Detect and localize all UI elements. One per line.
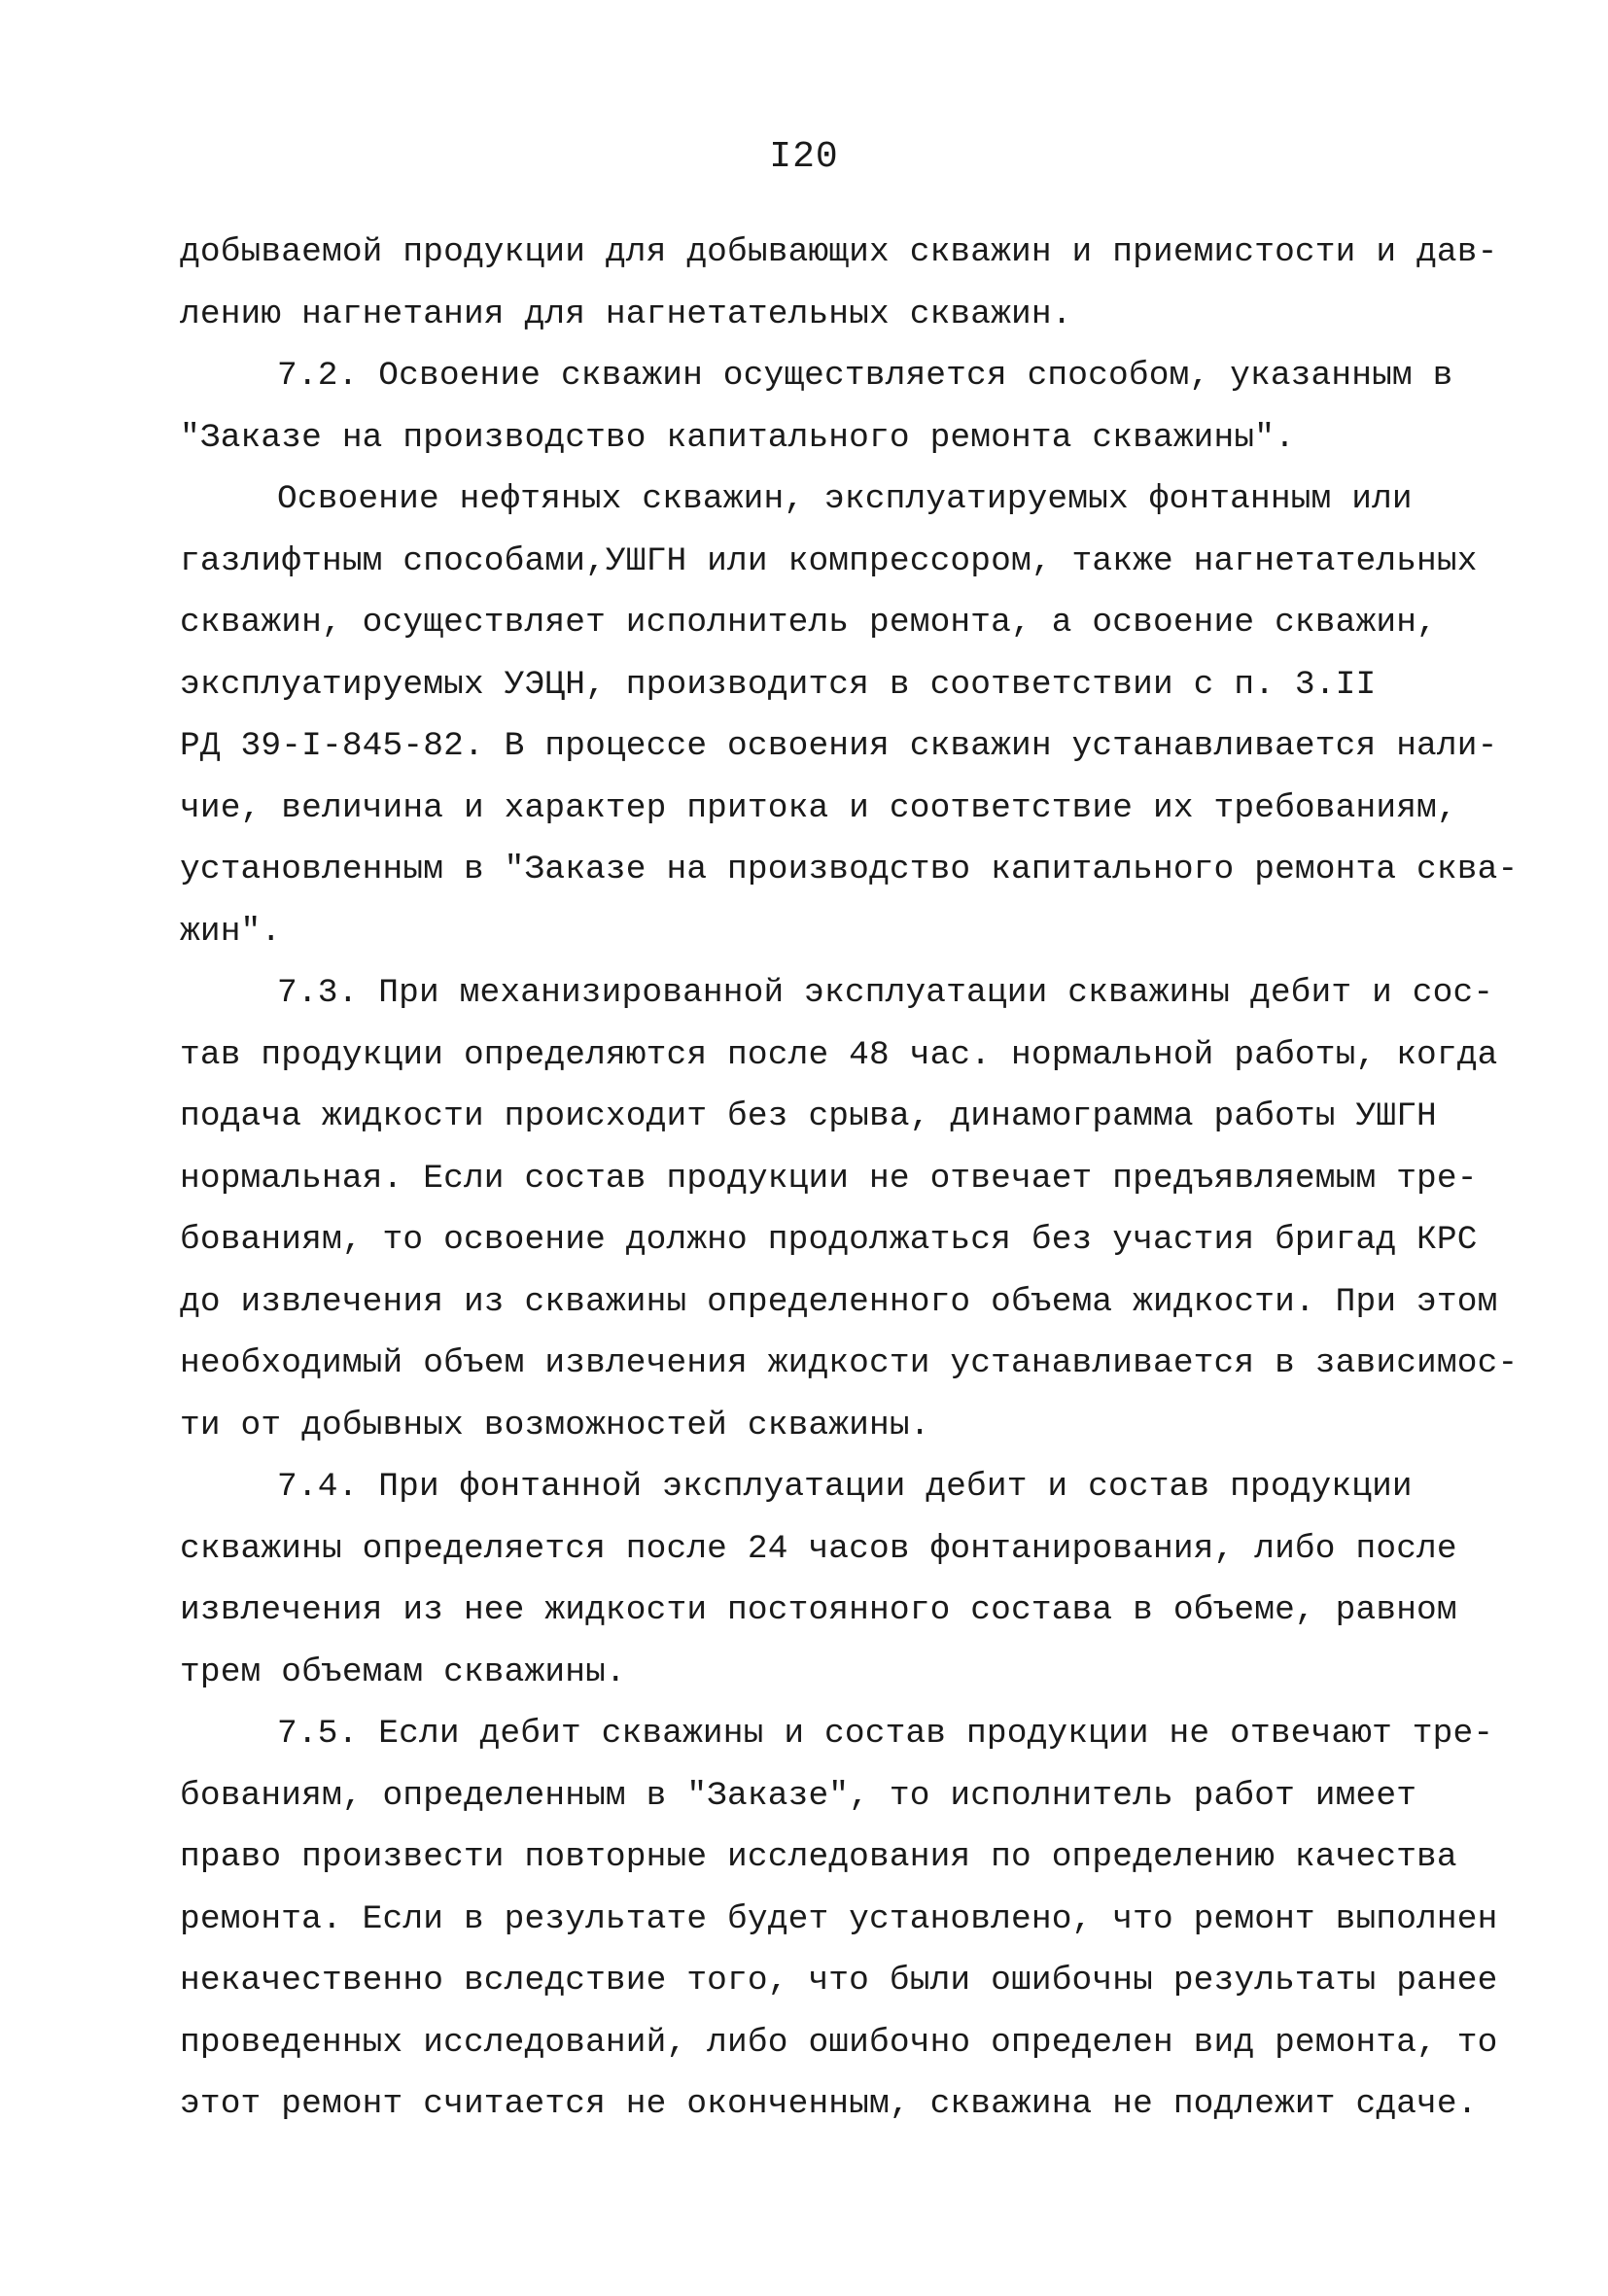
text-line: РД 39-I-845-82. В процессе освоения скважин устанавливается нали- bbox=[180, 727, 1498, 765]
text-line: необходимый объем извлечения жидкости устанавливается в зависимос- bbox=[180, 1344, 1519, 1382]
text-line: эксплуатируемых УЭЦН, производится в соответствии с п. 3.II bbox=[180, 665, 1377, 704]
text-line: чие, величина и характер притока и соответствие их требованиям, bbox=[180, 788, 1457, 827]
text-line: извлечения из нее жидкости постоянного состава в объеме, равном bbox=[180, 1591, 1457, 1629]
text-line: подача жидкости происходит без срыва, динамограмма работы УШГН bbox=[180, 1097, 1437, 1135]
paragraph-7-4-start: 7.4. При фонтанной эксплуатации дебит и состав продукции bbox=[277, 1468, 1413, 1506]
text-line: трем объемам скважины. bbox=[180, 1652, 626, 1691]
text-line: скважин, осуществляет исполнитель ремонта, а освоение скважин, bbox=[180, 604, 1437, 642]
text-line: право произвести повторные исследования по определению качества bbox=[180, 1838, 1457, 1876]
text-line: нормальная. Если состав продукции не отвечает предъявляемым тре- bbox=[180, 1159, 1478, 1198]
paragraph-7-5-start: 7.5. Если дебит скважины и состав продукции не отвечают тре- bbox=[277, 1715, 1494, 1753]
text-line: ремонта. Если в результате будет установлено, что ремонт выполнен bbox=[180, 1899, 1498, 1938]
text-line: до извлечения из скважины определенного объема жидкости. При этом bbox=[180, 1282, 1498, 1321]
text-line: проведенных исследований, либо ошибочно определен вид ремонта, то bbox=[180, 2023, 1498, 2062]
text-line: газлифтным способами,УШГН или компрессором, также нагнетательных bbox=[180, 541, 1478, 580]
text-line: установленным в "Заказе на производство капитального ремонта сква- bbox=[180, 851, 1519, 888]
text-line: добываемой продукции для добывающих скважин и приемистости и дав- bbox=[180, 233, 1498, 271]
document-body bbox=[180, 222, 1519, 2136]
paragraph-7-2-start: 7.2. Освоение скважин осуществляется способом, указанным в bbox=[277, 357, 1453, 395]
text-line: тав продукции определяются после 48 час. нормальной работы, когда bbox=[180, 1035, 1498, 1074]
paragraph-7-3-start: 7.3. При механизированной эксплуатации скважины дебит и сос- bbox=[277, 974, 1494, 1012]
paragraph-start: Освоение нефтяных скважин, эксплуатируемых фонтанным или bbox=[277, 480, 1413, 518]
text-line: лению нагнетания для нагнетательных скважин. bbox=[180, 295, 1072, 333]
text-line: жин". bbox=[180, 912, 282, 951]
text-line: бованиям, определенным в "Заказе", то исполнитель работ имеет bbox=[180, 1776, 1417, 1815]
text-line: ти от добывных возможностей скважины. bbox=[180, 1406, 930, 1444]
text-line: "Заказе на производство капитального ремонта скважины". bbox=[180, 418, 1295, 457]
text-line: некачественно вследствие того, что были ошибочны результаты ранее bbox=[180, 1962, 1498, 2000]
text-line: этот ремонт считается не оконченным, скважина не подлежит сдаче. bbox=[180, 2085, 1478, 2123]
text-line: скважины определяется после 24 часов фонтанирования, либо после bbox=[180, 1529, 1457, 1568]
page-number: I20 bbox=[769, 136, 839, 178]
text-line: бованиям, то освоение должно продолжаться без участия бригад КРС bbox=[180, 1221, 1478, 1259]
